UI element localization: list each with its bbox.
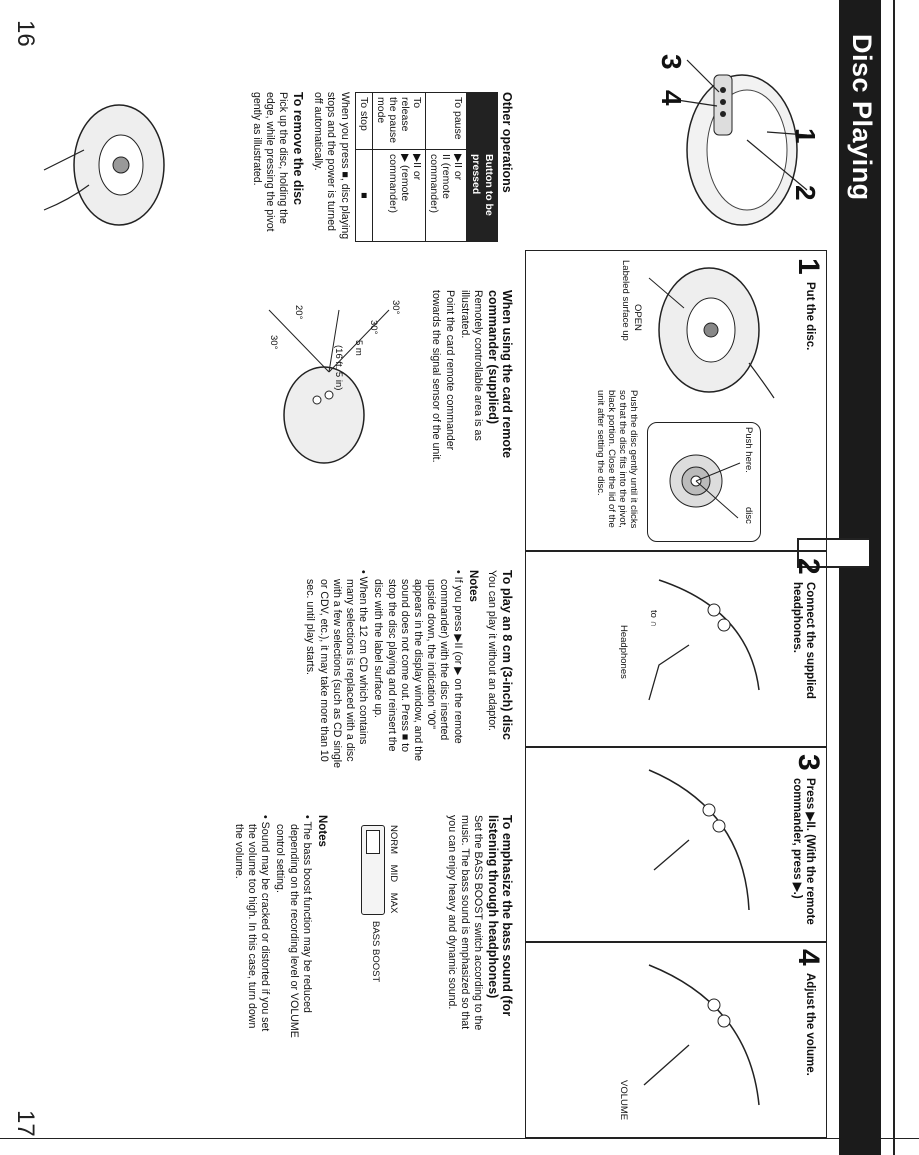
play-8cm-text: You can play it without an adaptor. bbox=[486, 570, 498, 731]
button-line: ▶ (remote commander) bbox=[386, 154, 411, 213]
bass-boost-switch[interactable] bbox=[361, 825, 385, 915]
step-1-number: 1 bbox=[792, 258, 825, 275]
bass-boost-heading: To emphasize the bass sound (for listening through headphones) bbox=[486, 815, 514, 1017]
row-action: To release the pause mode bbox=[372, 93, 425, 150]
volume-label: VOLUME bbox=[618, 1080, 629, 1121]
row-buttons bbox=[425, 150, 466, 242]
note-text: If you press ▶II (or ▶ on the remote commander) with the disc inserted upside down, the indication "00" appears in the display window, and the sound does not come out. Press ■ to stop the disc playing and reinsert the disc with the label surface up. bbox=[372, 576, 464, 761]
step-3-title: Press ▶II. (With the remote commander, press ▶.) bbox=[791, 778, 816, 925]
step-3-number: 3 bbox=[792, 754, 825, 771]
page-title: Disc Playing bbox=[847, 34, 877, 201]
button-line: ▶II or bbox=[451, 154, 464, 181]
note-item: • When the 12 cm CD which contains many selections is replaced with a disc with a few selections (such as CD single or CDV, etc.), it may take more than 10 sec. until play starts. bbox=[304, 570, 370, 769]
bass-boost-notes bbox=[230, 815, 334, 1045]
play-8cm-heading: To play an 8 cm (3-inch) disc bbox=[500, 570, 514, 740]
angle-label: 30° bbox=[268, 335, 279, 350]
card-remote-heading: When using the card remote commander (supplied) bbox=[486, 290, 514, 459]
switch-position-mid: MID bbox=[388, 864, 399, 883]
callout-2: 2 bbox=[790, 185, 821, 201]
callout-1: 1 bbox=[790, 128, 821, 144]
angle-label: 30° bbox=[368, 320, 379, 335]
callout-3: 3 bbox=[656, 54, 687, 70]
step-4-number: 4 bbox=[792, 949, 825, 966]
note-item: • The bass boost function may be reduced depending on the recording level or VOLUME control setting. bbox=[274, 815, 313, 1038]
headphones-label: Headphones bbox=[618, 625, 629, 679]
note-text: When the 12 cm CD which contains many selections is replaced with a disc with a few selections (such as CD single or CDV, etc.), it may take more than 10 sec. until play starts. bbox=[304, 576, 370, 769]
other-operations-section bbox=[247, 92, 514, 242]
remove-disc-heading: To remove the disc bbox=[290, 92, 305, 205]
switch-knob bbox=[366, 830, 380, 854]
switch-position-norm: NORM bbox=[388, 825, 399, 855]
note-text: Sound may be cracked or distorted if you set the volume too high. In this case, turn down the volume. bbox=[232, 821, 272, 1032]
step-3-play-illustration bbox=[639, 760, 759, 930]
row-buttons bbox=[355, 150, 372, 242]
table-row bbox=[425, 93, 466, 242]
bass-boost-switch-diagram bbox=[344, 825, 399, 1005]
switch-positions bbox=[388, 825, 399, 913]
play-8cm-notes-heading: Notes bbox=[466, 570, 479, 602]
step-4-title: Adjust the volume. bbox=[804, 973, 816, 1076]
bass-boost-text: Set the BASS BOOST switch according to the music. The bass sound is emphasized so that you can enjoy heavy and dynamic sound. bbox=[445, 815, 484, 1031]
note-text: The bass boost function may be reduced depending on the recording level or VOLUME control setting. bbox=[274, 821, 313, 1038]
card-remote-text-2: Point the card remote commander towards the signal sensor of the unit. bbox=[430, 290, 456, 463]
angle-label: 20° bbox=[293, 305, 304, 320]
step-2-headphones-illustration bbox=[639, 570, 769, 730]
card-remote-section bbox=[427, 290, 514, 490]
note-item: • Sound may be cracked or distorted if you set the volume too high. In this case, turn down the volume. bbox=[232, 815, 272, 1032]
title-banner bbox=[839, 0, 881, 1155]
distance-imperial-label: (16 ft. 5 in) bbox=[333, 345, 344, 391]
step-2-title: Connect the supplied headphones. bbox=[791, 582, 816, 699]
remove-disc-illustration bbox=[39, 90, 179, 240]
step-1-disc-illustration bbox=[639, 258, 779, 408]
labeled-surface-label: Labeled surface up bbox=[620, 260, 631, 341]
push-instruction: Push the disc gently until it clicks so that the disc fits into the pivot, black portion. Close the lid of the unit after setting the disc. bbox=[595, 390, 639, 529]
callout-4: 4 bbox=[656, 90, 687, 106]
other-operations-heading: Other operations bbox=[500, 92, 514, 193]
step-4-volume-illustration bbox=[639, 955, 769, 1125]
play-8cm-section bbox=[301, 570, 514, 770]
bass-boost-notes-heading: Notes bbox=[316, 815, 328, 847]
step-1-title: Put the disc. bbox=[804, 282, 816, 351]
operations-table-header bbox=[466, 93, 497, 242]
disc-label: disc bbox=[743, 507, 754, 524]
button-line: ▶II or bbox=[410, 154, 423, 181]
button-line: ■ bbox=[357, 192, 370, 199]
operations-table bbox=[355, 92, 498, 242]
step-2-number: 2 bbox=[792, 558, 825, 575]
table-row bbox=[355, 93, 372, 242]
note-item: • If you press ▶II (or ▶ on the remote commander) with the disc inserted upside down, the indication "00" appears in the display window, and the sound does not come out. Press ■ to stop the disc playing and reinsert the disc with the label surface up. bbox=[372, 570, 464, 761]
row-action: To stop bbox=[355, 93, 372, 150]
push-here-inset bbox=[647, 422, 761, 542]
button-line: II (remote commander) bbox=[427, 154, 452, 213]
card-remote-text-1: Remotely controllable area is as illustrated. bbox=[458, 290, 484, 441]
row-buttons bbox=[372, 150, 425, 242]
bass-boost-section bbox=[442, 815, 514, 1045]
switch-position-max: MAX bbox=[388, 892, 399, 914]
right-page-number: 17 bbox=[12, 1110, 39, 1137]
stop-note: When you press ■, disc playing stops and the power is turned off automatically. bbox=[312, 92, 351, 240]
distance-label: 5 m bbox=[353, 340, 364, 356]
table-header-button: Button to be pressed bbox=[466, 150, 497, 242]
table-header-blank bbox=[466, 93, 497, 150]
table-row bbox=[372, 93, 425, 242]
row-action: To pause bbox=[425, 93, 466, 150]
left-page-number: 16 bbox=[12, 20, 39, 47]
to-jack-label: to ∩ bbox=[648, 610, 659, 628]
bass-boost-switch-label: BASS BOOST bbox=[370, 921, 381, 983]
angle-label: 30° bbox=[390, 300, 401, 315]
push-here-label: Push here. bbox=[743, 427, 754, 473]
remove-disc-text: Pick up the disc, holding the edge, while pressing the pivot gently as illustrated. bbox=[250, 92, 289, 232]
open-label: OPEN bbox=[632, 304, 643, 331]
